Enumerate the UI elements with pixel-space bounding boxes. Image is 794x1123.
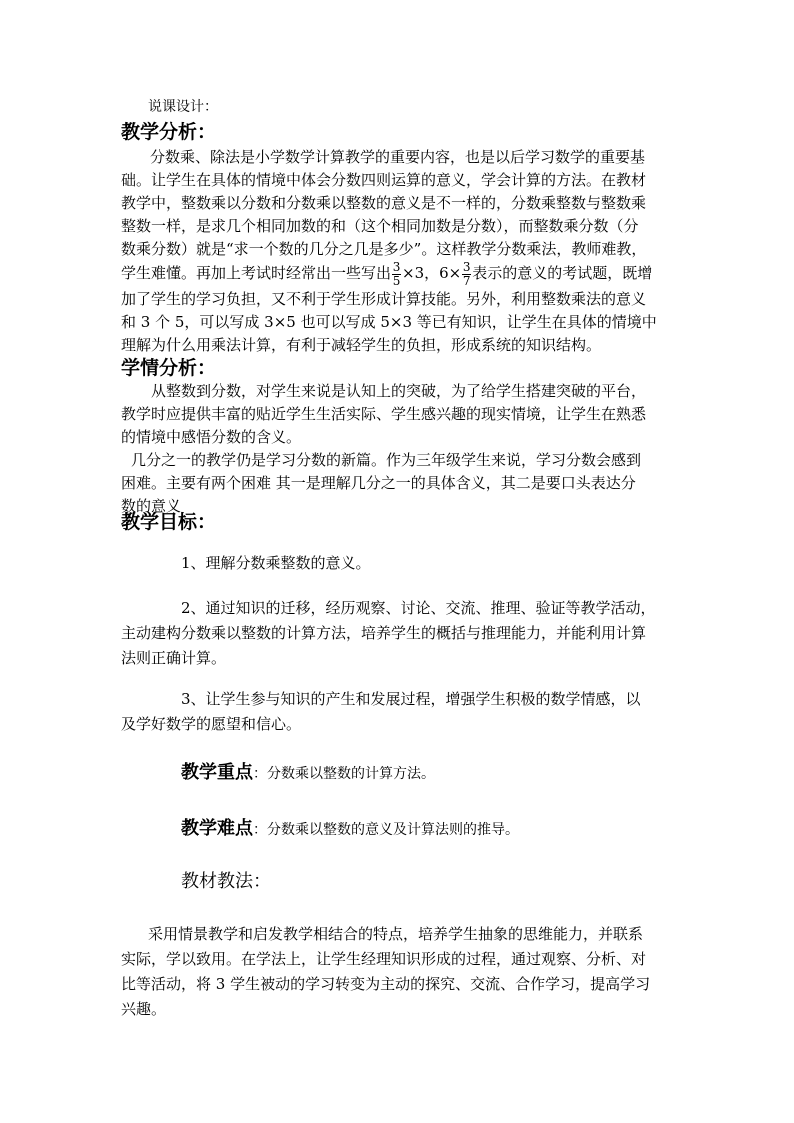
fraction-2-numerator: 3 <box>462 259 471 274</box>
analysis-line-2: 础。让学生在具体的情境中体会分数四则运算的意义，学会计算的方法。在教材 <box>121 171 647 189</box>
analysis-line-8: 和 3 个 5，可以写成 3×5 也可以写成 5×3 等已有知识，让学生在具体的情境中 <box>121 313 657 331</box>
students-line-3: 的情境中感悟分数的含义。 <box>121 428 302 446</box>
fraction-line-mid: ×3，6× <box>402 264 462 282</box>
analysis-heading: 教学分析： <box>121 121 217 143</box>
analysis-line-4: 整数一样，是求几个相同加数的和（这个相同加数是分数），而整数乘分数（分 <box>121 217 639 235</box>
fraction-three-sevenths <box>462 261 471 288</box>
students-line-6: 数的意义 <box>121 497 182 515</box>
analysis-line-7: 加了学生的学习负担，又不利于学生形成计算技能。另外，利用整数乘法的意义 <box>121 290 647 308</box>
goal-2-line-1: 2、通过知识的迁移，经历观察、讨论、交流、推理、验证等教学活动， <box>181 599 656 617</box>
fraction-1-numerator: 3 <box>392 259 401 274</box>
goals-heading: 教学目标： <box>121 511 217 533</box>
key-point <box>181 758 435 784</box>
fraction-three-fifths <box>392 261 401 288</box>
students-heading: 学情分析： <box>121 357 217 379</box>
analysis-line-5: 数乘分数）就是“求一个数的几分之几是多少”。这样教学分数乘法，教师难教， <box>121 240 647 258</box>
goal-2-line-2: 主动建构分数乘以整数的计算方法，培养学生的概括与推理能力，并能利用计算 <box>121 624 647 642</box>
fraction-2-denominator: 7 <box>462 273 471 288</box>
methods-line-2: 实际，学以致用。在学法上，让学生经理知识形成的过程，通过观察、分析、对 <box>121 950 647 968</box>
fraction-line-before: 学生难懂。再加上考试时经常出一些写出 <box>121 264 392 282</box>
fraction-1-denominator: 5 <box>392 273 401 288</box>
difficult-point <box>181 814 519 840</box>
goal-3-line-2: 及学好数学的愿望和信心。 <box>121 715 302 733</box>
difficult-point-text: ：分数乘以整数的意义及计算法则的推导。 <box>253 822 519 838</box>
methods-heading: 教材教法： <box>181 871 271 892</box>
students-line-5: 困难。主要有两个困难 其一是理解几分之一的具体含义，其二是要口头表达分 <box>121 474 636 492</box>
students-line-1: 从整数到分数，对学生来说是认知上的突破，为了给学生搭建突破的平台， <box>151 382 647 400</box>
key-point-label: 教学重点 <box>181 762 253 783</box>
students-line-4: 几分之一的教学仍是学习分数的新篇。作为三年级学生来说，学习分数会感到 <box>131 451 642 469</box>
methods-line-1: 采用情景教学和启发教学相结合的特点，培养学生抽象的思维能力，并联系 <box>148 925 644 943</box>
key-point-text: ：分数乘以整数的计算方法。 <box>253 766 435 782</box>
analysis-line-1: 分数乘、除法是小学数学计算教学的重要内容，也是以后学习数学的重要基 <box>150 148 646 166</box>
goal-3-line-1: 3、让学生参与知识的产生和发展过程，增强学生积极的数学情感，以 <box>181 690 641 708</box>
difficult-point-label: 教学难点 <box>181 818 253 839</box>
methods-line-4: 兴趣。 <box>121 1000 167 1018</box>
methods-line-3: 比等活动，将 3 学生被动的学习转变为主动的探究、交流、合作学习，提高学习 <box>121 975 651 993</box>
goal-1-text: 1、理解分数乘整数的意义。 <box>181 554 371 572</box>
fraction-line-after: 表示的意义的考试题，既增 <box>472 264 653 282</box>
goal-2-line-3: 法则正确计算。 <box>121 649 227 667</box>
analysis-line-3: 教学中，整数乘以分数和分数乘以整数的意义是不一样的，分数乘整数与整数乘 <box>121 194 647 212</box>
analysis-line-9: 理解为什么用乘法计算，有利于减轻学生的负担，形成系统的知识结构。 <box>121 336 602 354</box>
caption-text: 说课设计： <box>148 99 218 115</box>
analysis-fraction-line <box>121 258 652 288</box>
students-line-2: 教学时应提供丰富的贴近学生生活实际、学生感兴趣的现实情境，让学生在熟悉 <box>121 405 647 423</box>
